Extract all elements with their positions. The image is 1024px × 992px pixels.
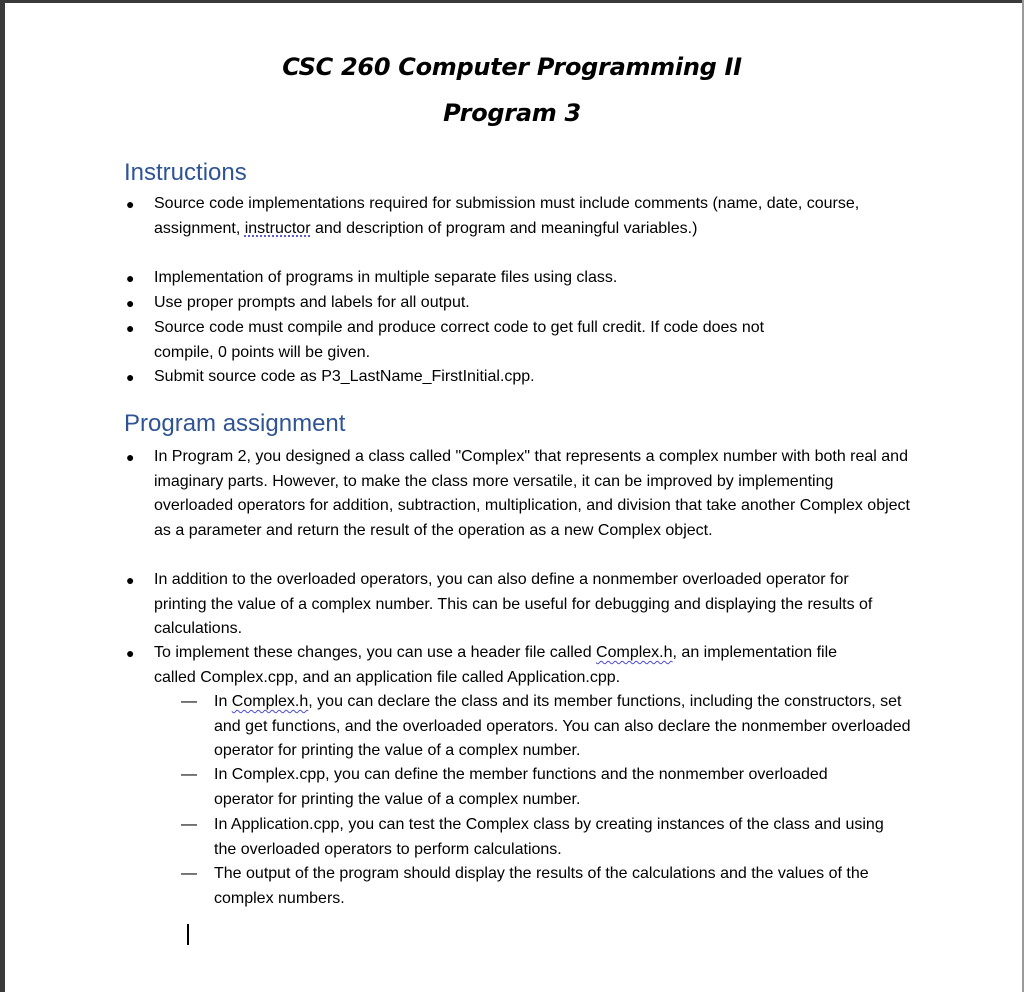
text-cursor[interactable] <box>187 924 189 945</box>
instruction-item: ● Use proper prompts and labels for all output. <box>154 291 914 316</box>
instruction-item: ● Source code implementations required for submission must include comments (name, date, course, assignment, instructor and description of program and meaningful variables.) <box>154 192 914 241</box>
instructions-heading: Instructions <box>124 159 247 186</box>
instruction-item: ● Source code must compile and produce correct code to get full credit. If code does not compile, 0 points will be given. <box>154 316 814 365</box>
bullet-icon: ● <box>126 449 135 465</box>
dash-icon: — <box>181 816 197 833</box>
dash-icon: — <box>181 693 197 710</box>
assignment-item: ● In addition to the overloaded operators, you can also define a nonmember overloaded operator for printing the value of a complex number. This can be useful for debugging and displaying the results of calculations. <box>154 568 899 642</box>
document-title: CSC 260 Computer Programming II <box>282 53 742 81</box>
bullet-icon: ● <box>126 369 135 385</box>
dash-icon: — <box>181 766 197 783</box>
document-subtitle: Program 3 <box>443 99 581 127</box>
instruction-item: ● Implementation of programs in multiple separate files using class. <box>154 266 914 291</box>
assignment-item: ● In Program 2, you designed a class called "Complex" that represents a complex number with both real and imaginary parts. However, to make the class more versatile, it can be improved by implementing overloaded operators for addition, subtraction, multiplication, and division that take another Complex object as a parameter and return the result of the operation as a new Complex object. <box>154 445 914 543</box>
spellcheck-marked-word[interactable]: instructor <box>244 219 311 237</box>
spellcheck-marked-word[interactable]: Complex.h <box>231 693 309 710</box>
instruction-item: ● Submit source code as P3_LastName_FirstInitial.cpp. <box>154 365 914 390</box>
bullet-icon: ● <box>126 270 135 286</box>
bullet-icon: ● <box>126 645 135 661</box>
assignment-subitem: — In Application.cpp, you can test the Complex class by creating instances of the class and using the overloaded operators to perform calculations. <box>214 813 884 862</box>
assignment-subitem: — In Complex.cpp, you can define the member functions and the nonmember overloaded operator for printing the value of a complex number. <box>214 763 884 812</box>
bullet-icon: ● <box>126 295 135 311</box>
assignment-subitem: — In Complex.h, you can declare the class and its member functions, including the constructors, set and get functions, and the overloaded operators. You can also declare the nonmember overloaded operator for printing the value of a complex number. <box>214 690 914 764</box>
dash-icon: — <box>181 865 197 882</box>
bullet-icon: ● <box>126 572 135 588</box>
window-top-edge <box>0 0 1024 3</box>
assignment-item: ● To implement these changes, you can use a header file called Complex.h, an implementation file called Complex.cpp, and an application file called Application.cpp. <box>154 641 879 690</box>
bullet-icon: ● <box>126 196 135 212</box>
bullet-icon: ● <box>126 320 135 336</box>
window-left-edge <box>0 0 5 992</box>
assignment-subitem: — The output of the program should display the results of the calculations and the values of the complex numbers. <box>214 862 894 911</box>
program-assignment-heading: Program assignment <box>124 410 346 437</box>
spellcheck-marked-word[interactable]: Complex.h <box>596 644 673 661</box>
